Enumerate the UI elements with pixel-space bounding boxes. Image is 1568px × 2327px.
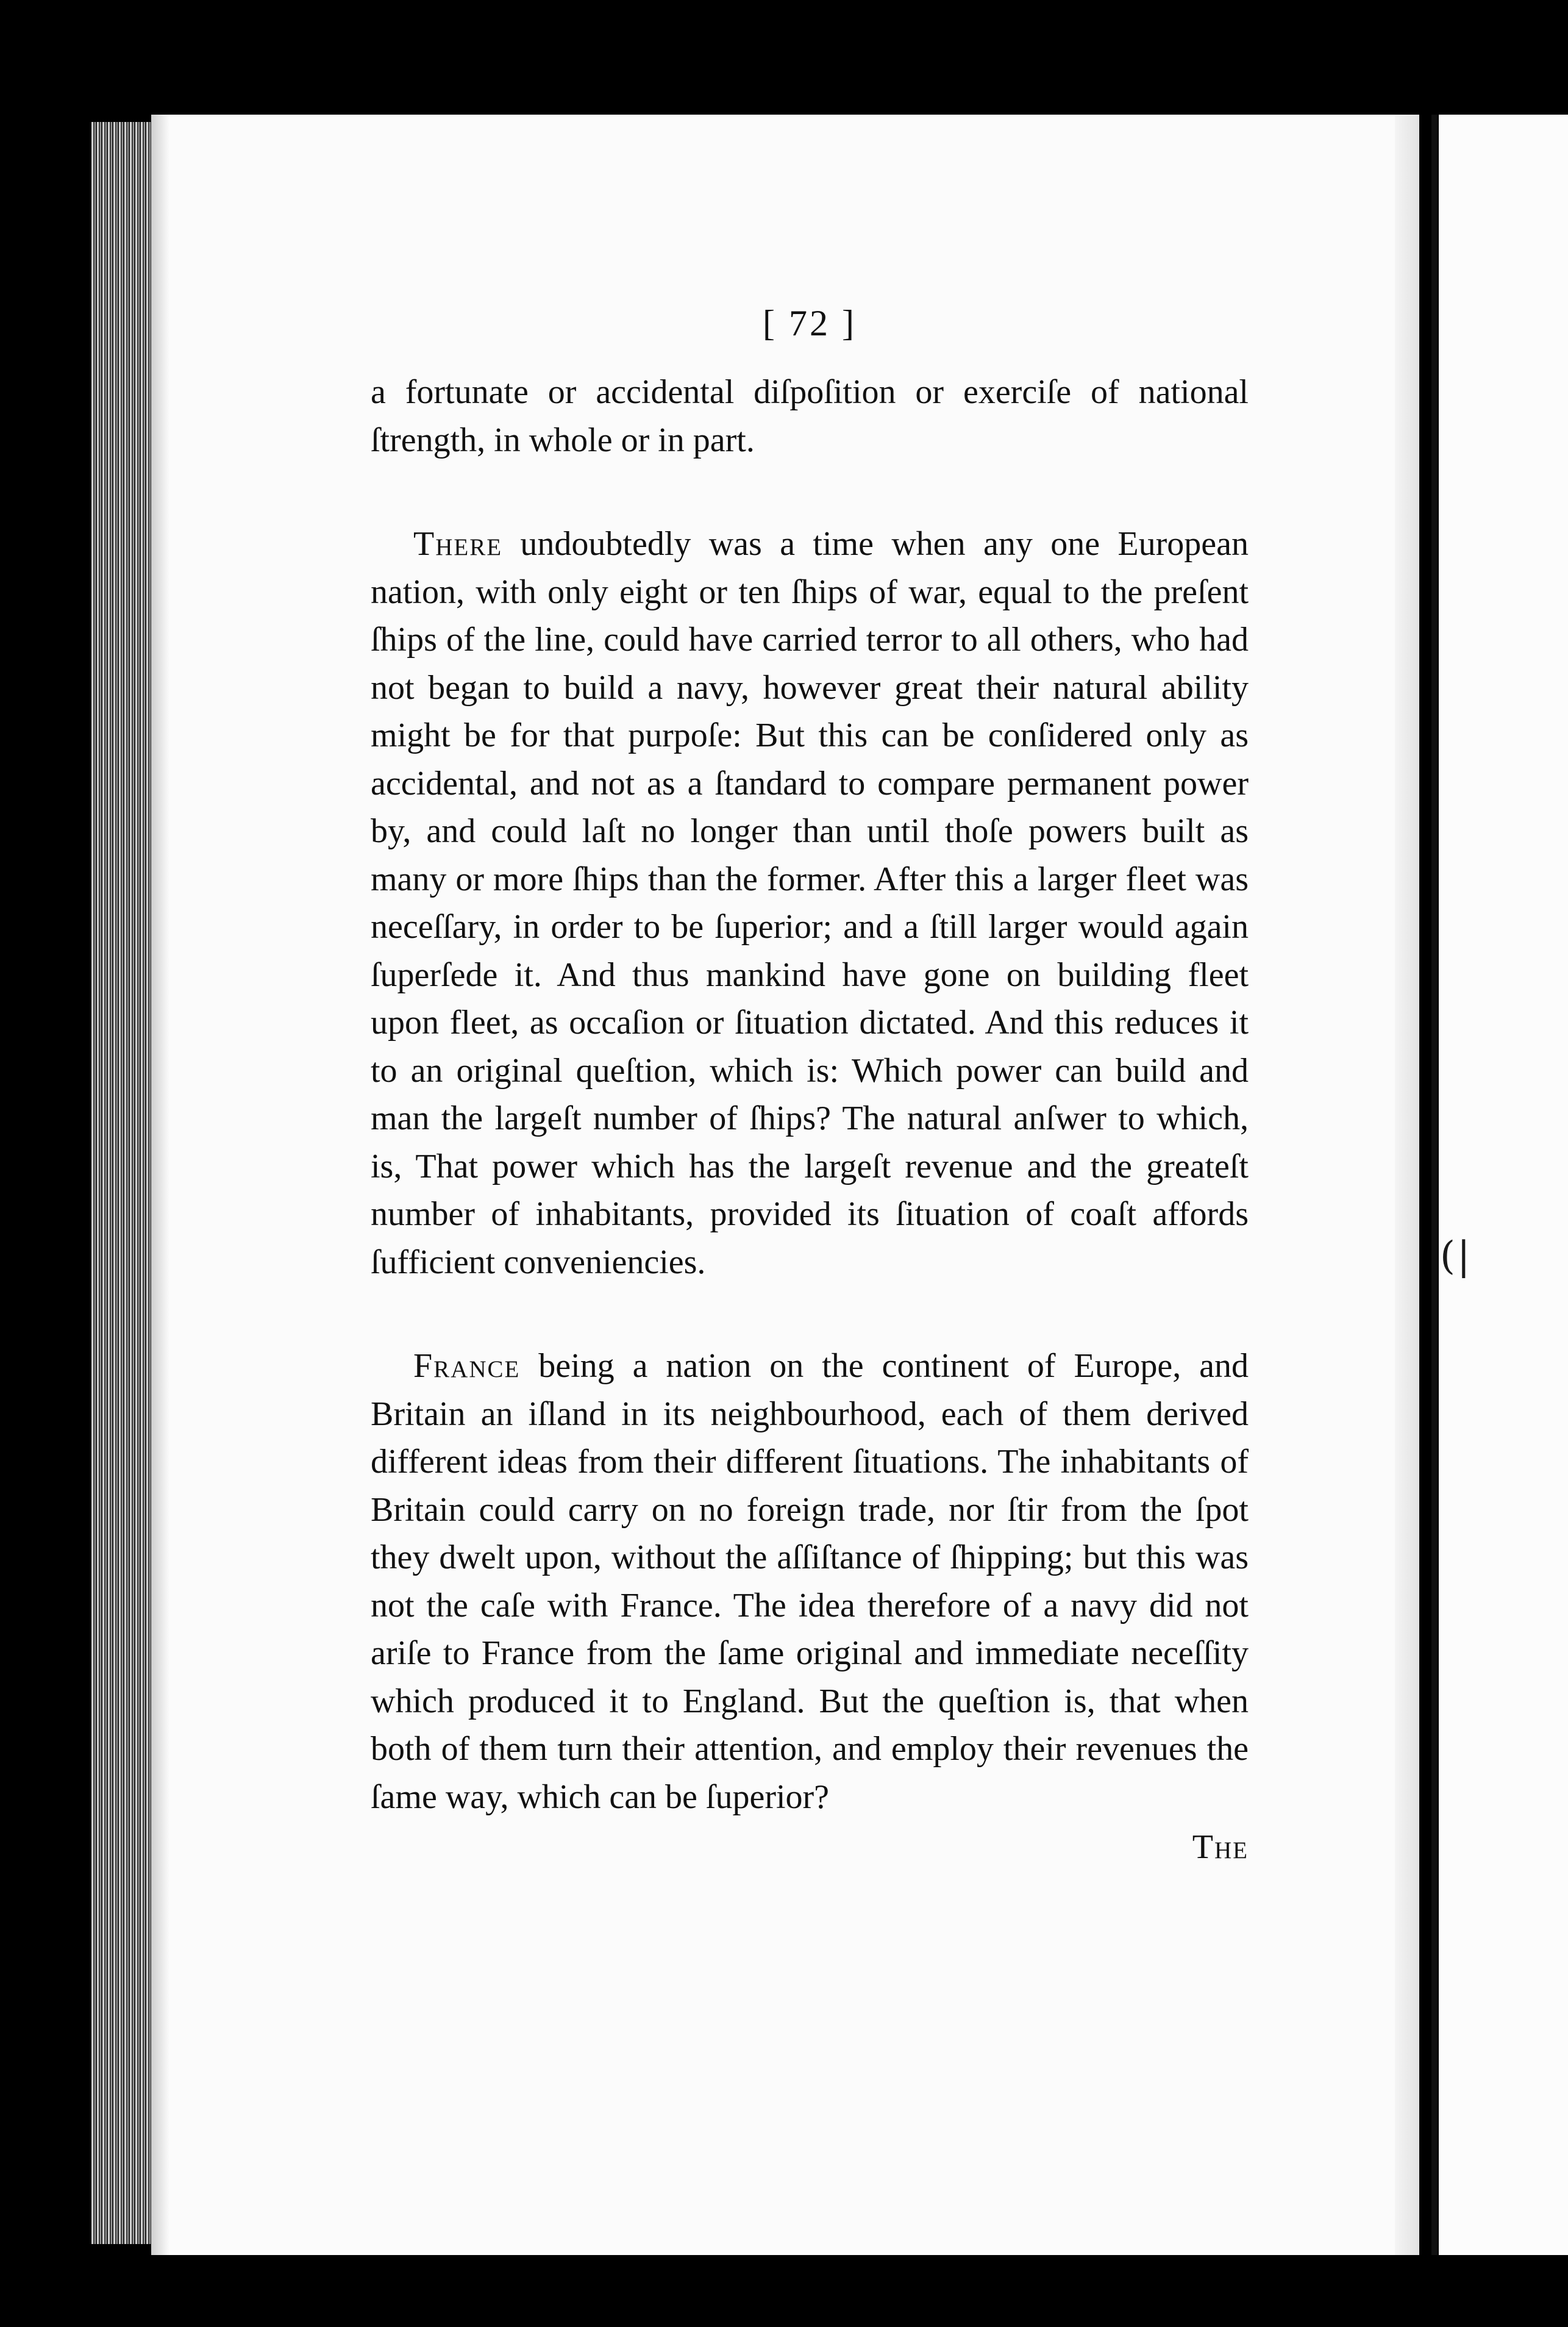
paragraph-text: being a nation on the continent of Europe, and Britain an iſland in its neighbourhood, each of them derived different ideas from their different ſituations. The inhabitants of Britain could carry on no foreign trade, nor ſtir from the ſpot they dwelt upon, without the aſſiſtance of ſhipping; but this was not the caſe with France. The idea therefore of a navy did not ariſe to France from the ſame original and immediate neceſſity which produced it to England. But the queſtion is, that when both of them turn their attention, and employ their revenues the ſame way, which can be ſuperior?	[371, 1347, 1249, 1816]
paragraph	[371, 1342, 1249, 1821]
paragraph-gap	[371, 1286, 1249, 1342]
paragraph	[371, 520, 1249, 1286]
page-text-block	[371, 287, 1249, 1871]
paragraph-gap	[371, 464, 1249, 520]
spine-line	[1431, 115, 1437, 2255]
facing-page	[1439, 115, 1568, 2255]
page-edges	[91, 122, 159, 2244]
catchword: The	[1192, 1828, 1249, 1866]
page-gutter	[1395, 115, 1419, 2255]
paragraph-text: a fortunate or accidental diſpoſition or exerciſe of national ſtrength, in whole or in part.	[371, 373, 1249, 459]
facing-page-mark: |	[1457, 1234, 1470, 1279]
paragraph-text: undoubtedly was a time when any one European nation, with only eight or ten ſhips of war, equal to the preſent ſhips of the line, could have carried terror to all others, who had not began to build a navy, however great their natural ability might be for that purpoſe: But this can be conſidered only as accidental, and not as a ſtandard to compare permanent power by, and could laſt no longer than until thoſe powers built as many or more ſhips than the former. After this a larger fleet was neceſſary, in order to be ſuperior; and a ſtill larger would again ſuperſede it. And thus mankind have gone on building fleet upon fleet, as occaſion or ſituation dictated. And this reduces it to an original queſtion, which is: Which power can build and man the largeſt number of ſhips? The natural anſwer to which, is, That power which has the largeſt revenue and the greateſt number of inhabitants, provided its ſituation of coaſt affords ſufficient conveniencies.	[371, 525, 1249, 1281]
paragraph	[371, 368, 1249, 464]
facing-page-mark: (	[1440, 1234, 1455, 1279]
page-number: [ 72 ]	[763, 303, 857, 343]
page-shadow	[151, 115, 169, 2255]
paragraph-lead-word: There	[413, 525, 503, 563]
paragraph-lead-word: France	[413, 1347, 521, 1385]
